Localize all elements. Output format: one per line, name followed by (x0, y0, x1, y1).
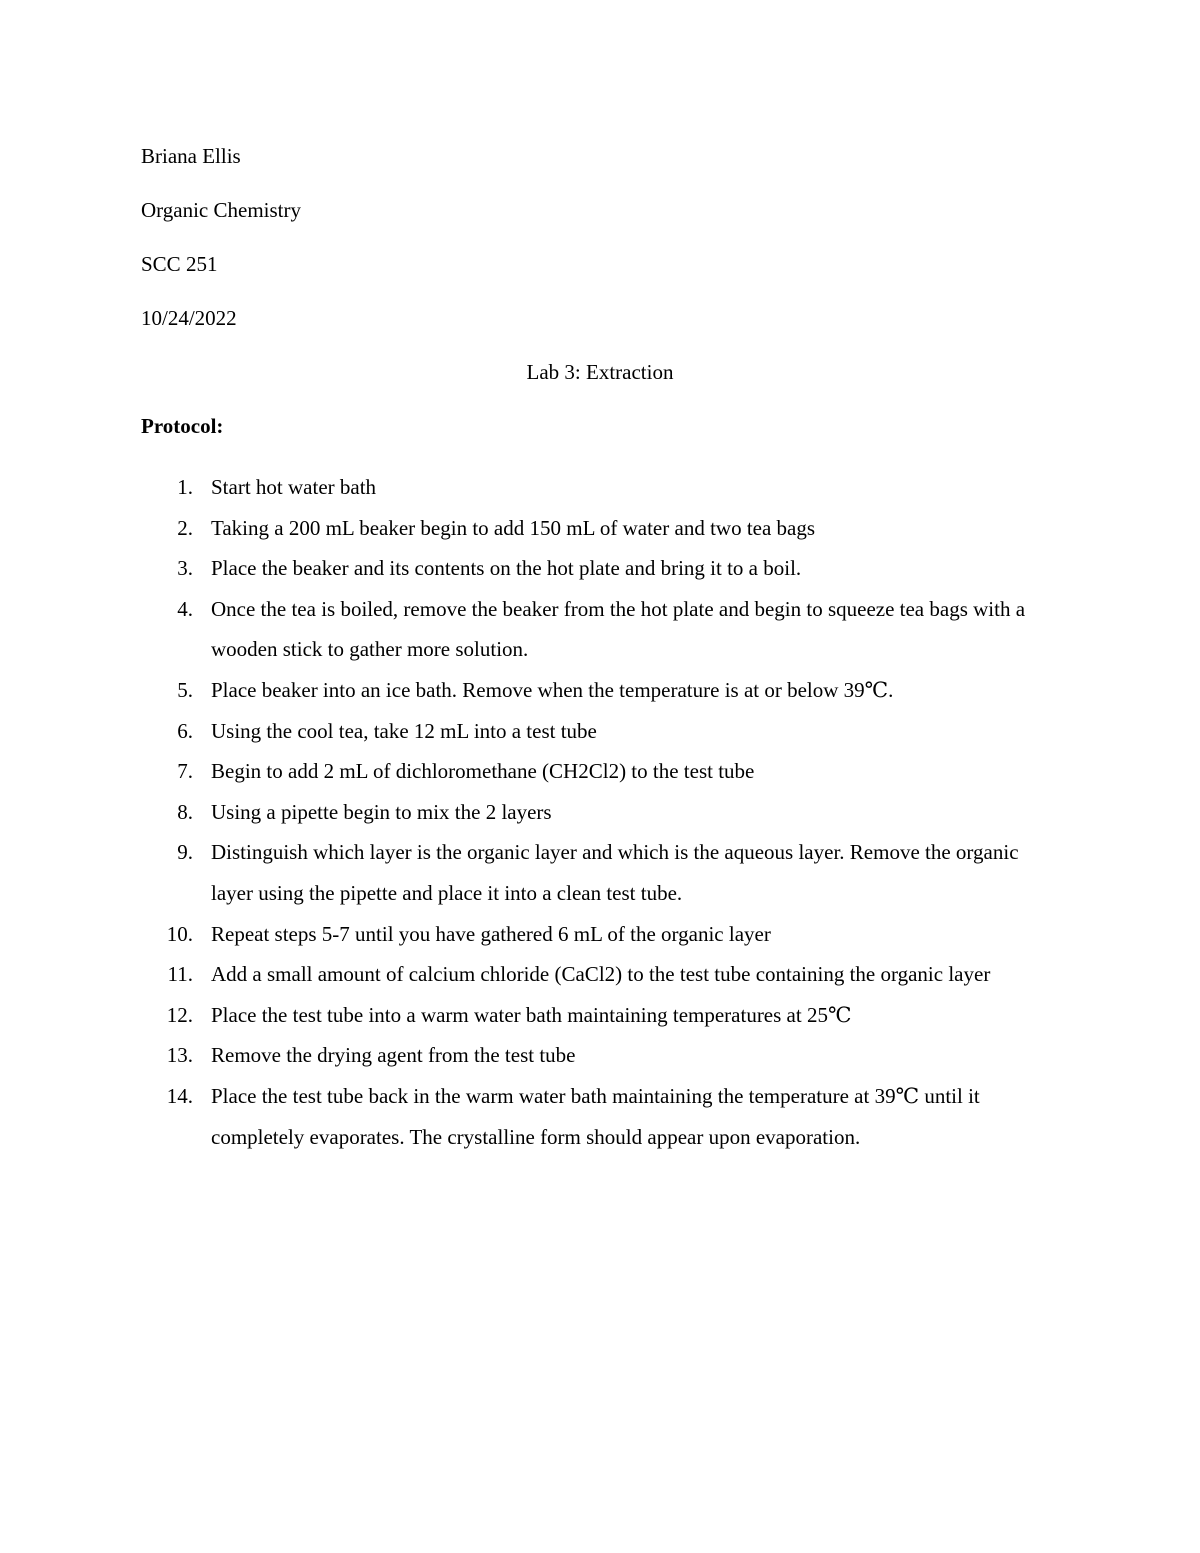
page-title: Lab 3: Extraction (526, 360, 674, 384)
protocol-step-7 (141, 751, 1061, 792)
protocol-step-12 (141, 995, 1061, 1036)
step-text: Taking a 200 mL beaker begin to add 150 mL of water and two tea bags (211, 515, 816, 540)
step-number: 11. (167, 962, 193, 987)
step-text: Repeat steps 5-7 until you have gathered 6 mL of the organic layer (211, 921, 771, 946)
step-text: Start hot water bath (211, 475, 377, 499)
protocol-step-8 (141, 792, 1061, 833)
step-text: Place beaker into an ice bath. Remove when the temperature is at or below 39℃. (211, 677, 894, 702)
step-number: 10. (166, 921, 193, 946)
author-name: Briana Ellis (141, 144, 241, 168)
protocol-step-10 (141, 914, 1061, 955)
protocol-step-14 (141, 1076, 1061, 1157)
step-number: 13. (166, 1043, 193, 1068)
step-text: Add a small amount of calcium chloride (CaCl2) to the test tube containing the organic layer (211, 962, 991, 987)
step-number: 5. (177, 677, 193, 702)
protocol-heading: Protocol: (141, 414, 224, 438)
protocol-step-13 (141, 1035, 1061, 1076)
step-text: Begin to add 2 mL of dichloromethane (CH2Cl2) to the test tube (211, 759, 755, 784)
step-text: Using the cool tea, take 12 mL into a test tube (211, 718, 597, 743)
step-number: 4. (177, 596, 193, 621)
protocol-step-6 (141, 711, 1061, 752)
protocol-step-5 (141, 670, 1061, 711)
step-text: Remove the drying agent from the test tube (211, 1043, 576, 1068)
step-text: Place the test tube into a warm water bath maintaining temperatures at 25℃ (211, 1002, 852, 1027)
protocol-step-2 (141, 508, 1061, 549)
protocol-step-3 (141, 548, 1061, 589)
step-text: Once the tea is boiled, remove the beaker from the hot plate and begin to squeeze tea bags with a wooden stick to gather more solution. (211, 596, 1026, 662)
step-text: Using a pipette begin to mix the 2 layers (211, 799, 552, 824)
course-name: Organic Chemistry (141, 198, 302, 222)
step-number: 9. (177, 840, 193, 865)
protocol-step-1 (141, 467, 1061, 508)
step-number: 3. (177, 556, 193, 581)
step-number: 7. (177, 759, 193, 784)
step-number: 14. (166, 1083, 193, 1108)
course-code: SCC 251 (141, 252, 218, 276)
step-number: 1. (177, 475, 193, 499)
protocol-step-4 (141, 589, 1061, 670)
step-number: 12. (166, 1002, 193, 1027)
step-text: Place the test tube back in the warm water bath maintaining the temperature at 39℃ until it completely evaporates. The crystalline form should appear upon evaporation. (211, 1083, 980, 1149)
step-text: Place the beaker and its contents on the hot plate and bring it to a boil. (211, 556, 802, 581)
step-number: 6. (177, 718, 193, 743)
protocol-step-11 (141, 954, 1061, 995)
step-number: 8. (177, 799, 193, 824)
step-text: Distinguish which layer is the organic layer and which is the aqueous layer. Remove the organic layer using the pipette and place it into a clean test tube. (211, 840, 1019, 905)
protocol-step-9 (141, 832, 1061, 913)
step-number: 2. (177, 515, 193, 540)
document-date: 10/24/2022 (141, 306, 237, 330)
protocol-steps-list (141, 467, 1061, 1157)
